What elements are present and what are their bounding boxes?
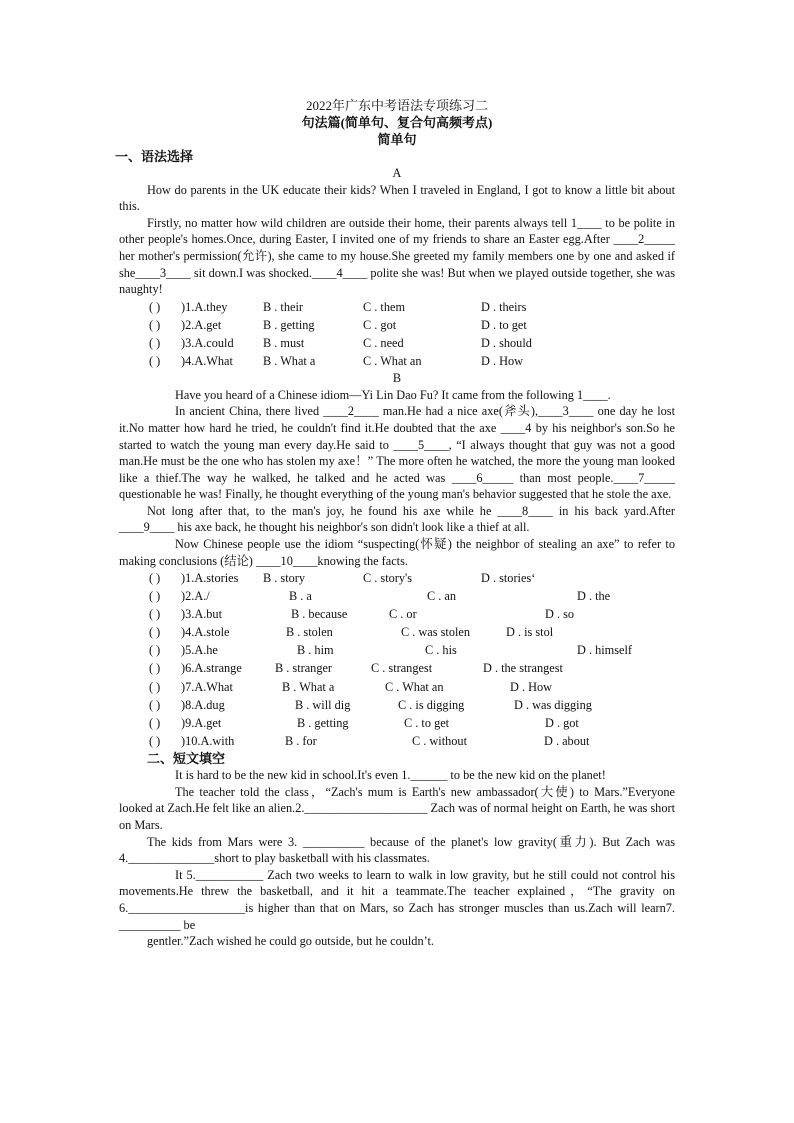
section2-paragraph-2: The teacher told the class，“Zach's mum is Earth's new ambassador(大使) to Mars.”Everyone looked at Zach.He felt like an alien.2.____________________ Zach was of normal height on Earth, he was short on Mars. [119,784,675,832]
passage-b-label: B [392,371,402,386]
option-a: )4.A.What [181,353,233,368]
option-a: )7.A.What [181,679,233,694]
option-a: )6.A.strange [181,661,242,676]
option-b: B . will dig [295,697,351,712]
option-row [119,569,675,587]
option-d: D . the strangest [483,661,563,676]
option-c: C . to get [404,715,450,730]
answer-paren[interactable]: ( ) [149,697,161,712]
passage-b-paragraph-2: In ancient China, there lived ____2____ man.He had a nice axe(斧头),____3____ one day he lost it.No matter how hard he tried, he couldn't find it.He doubted that the axe ____4 by his neighbor's son.So he started to watch the young man every day.He said to ____5____, “I always thought that guy was not a good man.He must be the one who has stolen my axe！” The more often he watched, the more the young man looked like a thief.The way he walked, he talked and he acted was ____6_____ than most people.____7_____ questionable he was! Finally, he thought everything of the young man's behavior suggested that he stole the axe. [119,404,675,502]
section2-paragraph-4: It 5.___________ Zach two weeks to learn to walk in low gravity, but he still could not control his movements.He threw the basketball, and it hit a teammate.The teacher explained，“The gravity on 6.___________________is higher than that on Mars, so Zach has stronger muscles than us.Zach will learn7. __________ be [119,867,675,932]
option-a: )10.A.with [181,733,235,748]
passage-b-paragraph-4: Now Chinese people use the idiom “suspecting(怀疑) the neighbor of stealing an axe” to refer to making conclusions (结论) ____10____knowing the facts. [119,537,675,568]
option-c: C . strangest [371,661,433,676]
option-d: D . the [577,589,611,604]
passage-b-paragraph-3: Not long after that, to the man's joy, he found his axe while he ____8____ in his back yard.After ____9____ his axe back, he thought his neighbor's son didn't look like a thief at all. [119,503,675,535]
option-c: C . story's [363,571,413,585]
option-a: )3.A.but [181,607,222,622]
option-d: D . should [481,335,532,350]
option-row [119,316,675,334]
answer-paren[interactable]: ( ) [149,299,161,314]
answer-paren[interactable]: ( ) [149,661,161,676]
document-page [115,98,675,950]
option-c: C . or [389,607,417,622]
passage-a-paragraph-2: Firstly, no matter how wild children are outside their home, their parents always tell 1____ to be polite in other people's homes.Once, during Easter, I invited one of my friends to share an Easter egg.After ____2_____ her mother's permission(允许), she came to my house.She greeted my family members one by one and asked if she____3____ sit down.I was shocked.____4____ polite she was! But when we played outside together, she was naughty! [119,215,675,297]
option-row [119,660,675,678]
document-title: 2022年广东中考语法专项练习二 [305,98,488,113]
option-row [119,587,675,605]
option-b: B . stranger [275,661,333,676]
option-a: )9.A.get [181,715,222,730]
section2-heading: 二、短文填空 [147,751,226,767]
answer-paren[interactable]: ( ) [149,317,161,332]
option-d: D . is stol [506,625,554,640]
option-a: )2.A./ [181,589,210,604]
option-d: D . How [481,353,524,368]
option-b: B . for [285,733,317,748]
option-b: B . because [291,607,348,622]
option-row [119,624,675,642]
passage-a-paragraph-1: How do parents in the UK educate their kids? When I traveled in England, I got to know a little bit about this. [119,182,675,214]
option-row [119,642,675,660]
option-c: C . his [425,643,457,658]
option-b: B . a [289,589,312,604]
option-row [119,732,675,750]
option-row [119,696,675,714]
option-a: )5.A.he [181,643,218,658]
option-c: C . them [363,299,406,314]
answer-paren[interactable]: ( ) [149,733,161,748]
option-b: B . stolen [286,625,333,640]
option-c: C . was stolen [401,625,470,640]
document-subtitle: 句法篇(简单句、复合句高频考点) [301,115,493,130]
option-d: D . got [545,715,579,730]
answer-paren[interactable]: ( ) [149,353,161,368]
answer-paren[interactable]: ( ) [149,335,161,350]
option-c: C . What an [363,353,422,368]
document-topic: 简单句 [377,132,417,147]
option-d: D . was digging [514,697,592,712]
option-c: C . is digging [398,697,465,712]
passage-b-options [119,569,675,750]
answer-paren[interactable]: ( ) [149,625,161,640]
option-a: )2.A.get [181,317,222,332]
option-b: B . getting [263,317,315,332]
answer-paren[interactable]: ( ) [149,589,161,604]
option-d: D . himself [577,643,632,658]
option-row [119,352,675,370]
option-row [119,714,675,732]
section2-paragraph-1: It is hard to be the new kid in school.It's even 1.______ to be the new kid on the planet! [175,768,606,783]
option-c: C . What an [385,679,444,694]
option-a: )8.A.dug [181,697,225,712]
option-d: D . about [544,733,590,748]
option-row [119,334,675,352]
answer-paren[interactable]: ( ) [149,715,161,730]
answer-paren[interactable]: ( ) [149,679,161,694]
answer-paren[interactable]: ( ) [149,607,161,622]
option-row [119,605,675,623]
option-b: B . What a [282,679,335,694]
option-a: )1.A.they [181,299,228,314]
option-c: C . without [412,733,467,748]
option-b: B . must [263,335,305,350]
option-b: B . What a [263,353,316,368]
option-b: B . him [297,643,334,658]
option-c: C . an [427,589,457,604]
option-d: D . theirs [481,299,527,314]
option-c: C . got [363,317,397,332]
answer-paren[interactable]: ( ) [149,571,161,585]
option-a: )4.A.stole [181,625,230,640]
option-a: )3.A.could [181,335,234,350]
option-d: D . stories‘ [481,571,536,585]
option-c: C . need [363,335,404,350]
passage-a-label: A [392,166,402,180]
option-d: D . so [545,607,575,622]
option-d: D . How [510,679,553,694]
option-b: B . story [263,571,306,585]
section1-heading: 一、语法选择 [115,149,194,164]
section2-paragraph-3: The kids from Mars were 3. __________ because of the planet's low gravity(重力). But Zach was 4.______________short to play basketball with his classmates. [119,834,675,866]
passage-a-options [119,298,675,370]
passage-b-paragraph-1: Have you heard of a Chinese idiom—Yi Lin Dao Fu? It came from the following 1____. [175,387,611,402]
option-row [119,298,675,316]
option-b: B . getting [297,715,349,730]
answer-paren[interactable]: ( ) [149,643,161,658]
option-row [119,678,675,696]
option-b: B . their [263,299,303,314]
section2-paragraph-5: gentler.”Zach wished he could go outside, but he couldn’t. [147,934,434,949]
option-a: )1.A.stories [181,571,239,585]
option-d: D . to get [481,317,527,332]
